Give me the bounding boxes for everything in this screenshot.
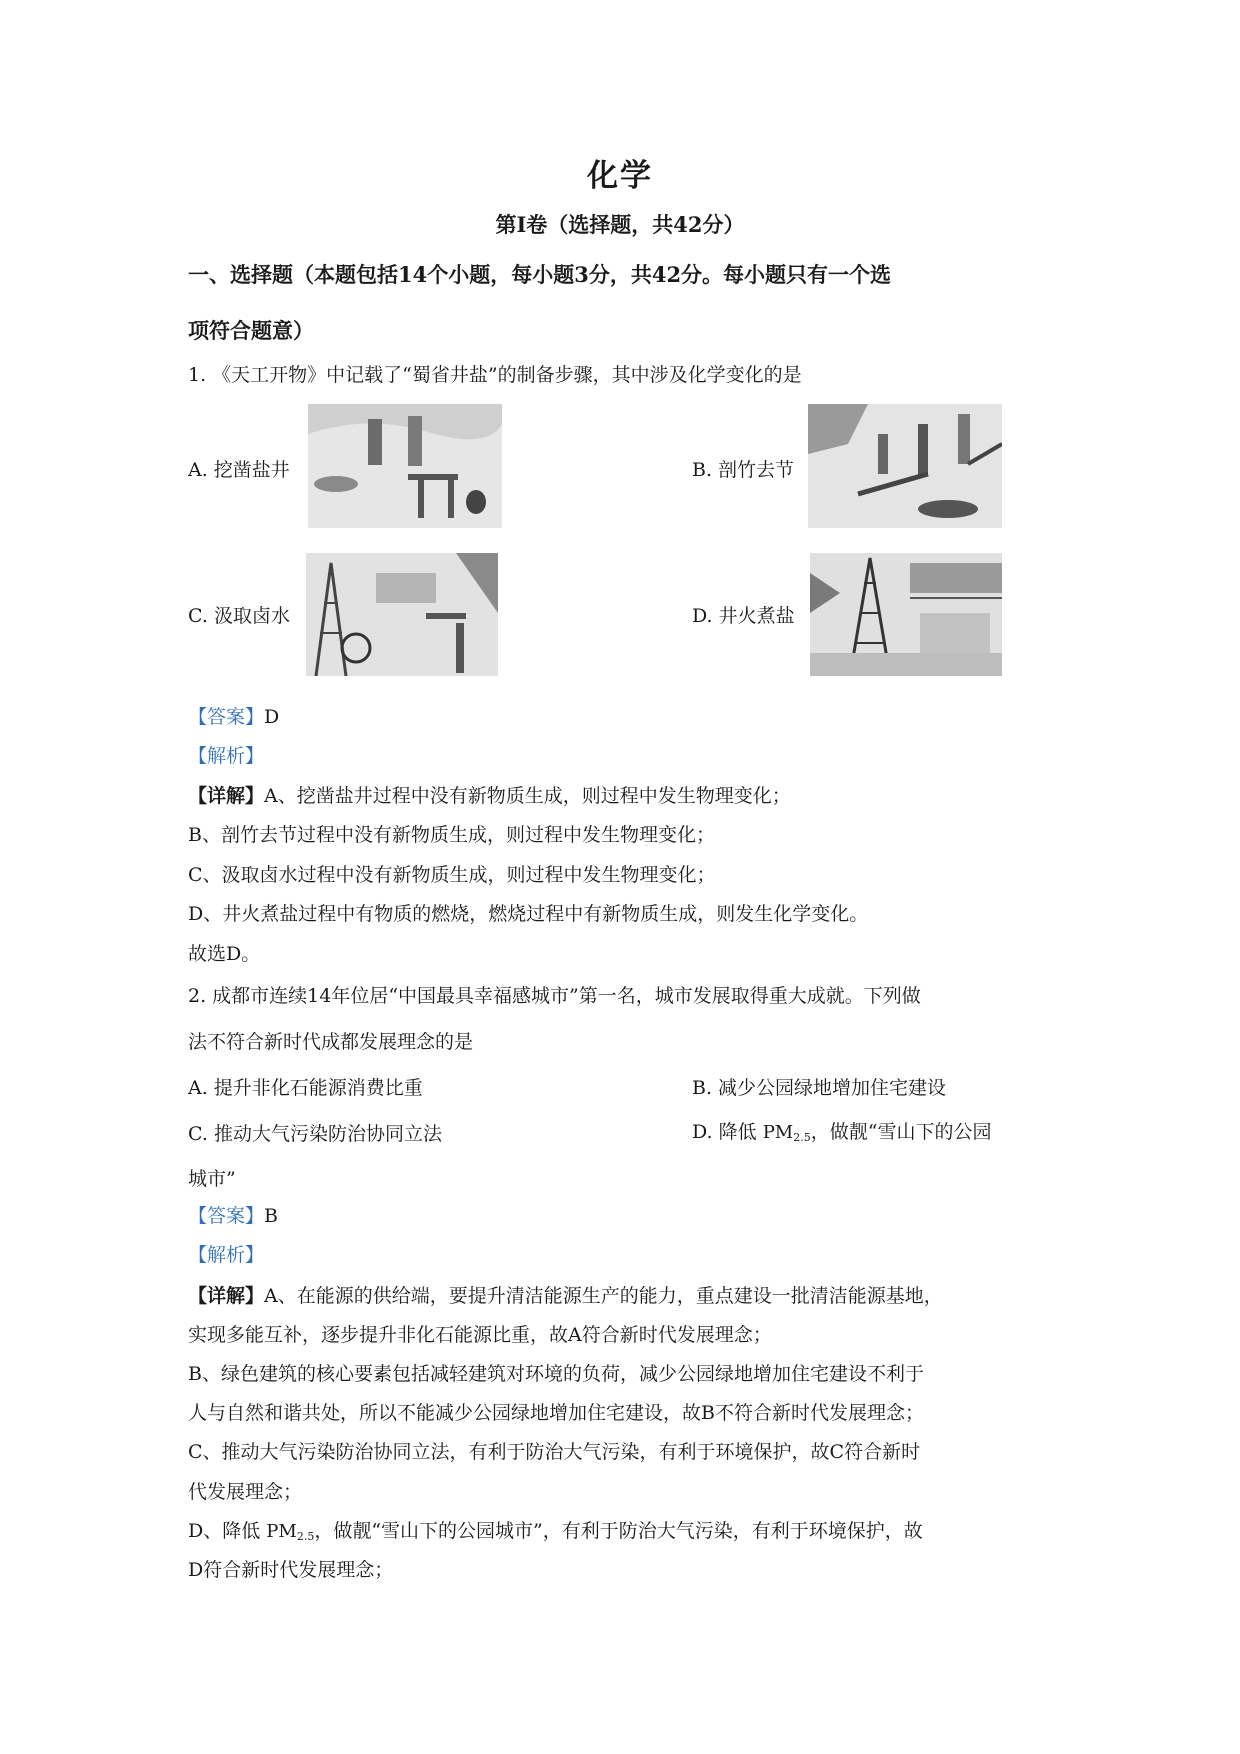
q2-option-c: C. 推动大气污染防治协同立法 <box>188 1123 442 1145</box>
q1-detail-line <box>188 783 791 809</box>
q2-detail-text: 人与自然和谐共处，所以不能减少公园绿地增加住宅建设，故B不符合新时代发展理念； <box>188 1402 924 1424</box>
q1-option-c-illustration <box>306 553 498 676</box>
q2-detail-text: A、在能源的供给端，要提升清洁能源生产的能力，重点建设一批清洁能源基地， <box>264 1285 943 1307</box>
q2-stem-line2: 法不符合新时代成都发展理念的是 <box>188 1031 474 1053</box>
q1-detail-text: B、剖竹去节过程中没有新物质生成，则过程中发生物理变化； <box>188 824 715 846</box>
q1-answer: D <box>264 706 280 728</box>
q2-option-d <box>692 1119 991 1151</box>
q2-detail-text: B、绿色建筑的核心要素包括减轻建筑对环境的负荷，减少公园绿地增加住宅建设不利于 <box>188 1363 924 1385</box>
q1-option-a: A. 挖凿盐井 <box>188 459 290 481</box>
q1-option-a-illustration <box>308 404 502 528</box>
page-subtitle: 第I卷（选择题，共42分） <box>495 212 745 237</box>
q2-analysis-tag: 【解析】 <box>188 1244 265 1266</box>
q1-detail-text: D、井火煮盐过程中有物质的燃烧，燃烧过程中有新物质生成，则发生化学变化。 <box>188 903 869 925</box>
q1-detail-text: C、汲取卤水过程中没有新物质生成，则过程中发生物理变化； <box>188 864 716 886</box>
q2-detail-tag: 【详解】 <box>188 1285 265 1307</box>
q1-detail-text: A、挖凿盐井过程中没有新物质生成，则过程中发生物理变化； <box>264 785 791 807</box>
q1-detail-tag: 【详解】 <box>188 785 265 807</box>
q2-detail-d-prefix: D、降低 <box>188 1520 267 1542</box>
q1-answer-line <box>188 704 279 730</box>
page-title: 化学 <box>587 158 653 194</box>
q1-analysis-tag: 【解析】 <box>188 745 265 767</box>
q2-detail-d-text: ，做靓“雪山下的公园城市”，有利于防治大气污染，有利于环境保护，故 <box>314 1520 923 1542</box>
q1-stem: 1. 《天工开物》中记载了“蜀省井盐”的制备步骤，其中涉及化学变化的是 <box>188 364 802 386</box>
q2-detail-text: D符合新时代发展理念； <box>188 1559 394 1581</box>
q1-option-d-illustration <box>810 553 1002 676</box>
q1-option-b: B. 剖竹去节 <box>692 459 795 481</box>
q2-option-d-prefix: D. 降低 <box>692 1121 757 1143</box>
q2-option-a: A. 提升非化石能源消费比重 <box>188 1077 423 1099</box>
q2-stem-line1: 2. 成都市连续14年位居“中国最具幸福感城市”第一名，城市发展取得重大成就。下列做 <box>188 985 921 1007</box>
q2-detail-line <box>188 1283 943 1309</box>
q2-detail-text: C、推动大气污染防治协同立法，有利于防治大气污染，有利于环境保护，故C符合新时 <box>188 1441 921 1463</box>
q1-option-b-illustration <box>808 404 1002 528</box>
q2-answer: B <box>264 1205 278 1227</box>
q2-answer-line <box>188 1203 278 1229</box>
q2-detail-text: 代发展理念； <box>188 1481 303 1503</box>
pm-subscript: 2.5 <box>793 1131 811 1144</box>
pm-symbol: PM <box>762 1122 794 1143</box>
q2-detail-line-d <box>188 1518 923 1550</box>
pm-symbol: PM <box>266 1521 297 1542</box>
section-heading-line1: 一、选择题（本题包括14个小题，每小题3分，共42分。每小题只有一个选 <box>188 262 892 287</box>
pm-subscript: 2.5 <box>296 1530 315 1543</box>
q1-conclusion: 故选D。 <box>188 943 261 965</box>
section-heading-line2: 项符合题意） <box>188 318 314 343</box>
q1-option-d: D. 井火煮盐 <box>692 605 795 627</box>
q2-option-b: B. 减少公园绿地增加住宅建设 <box>692 1077 947 1099</box>
q1-answer-tag: 【答案】 <box>188 706 265 728</box>
q2-answer-tag: 【答案】 <box>188 1205 265 1227</box>
q1-option-c: C. 汲取卤水 <box>188 605 290 627</box>
q2-option-d-suffix: ，做靓“雪山下的公园 <box>810 1121 992 1143</box>
q2-option-d-continued: 城市” <box>188 1168 236 1190</box>
q2-detail-text: 实现多能互补，逐步提升非化石能源比重，故A符合新时代发展理念； <box>188 1324 772 1346</box>
